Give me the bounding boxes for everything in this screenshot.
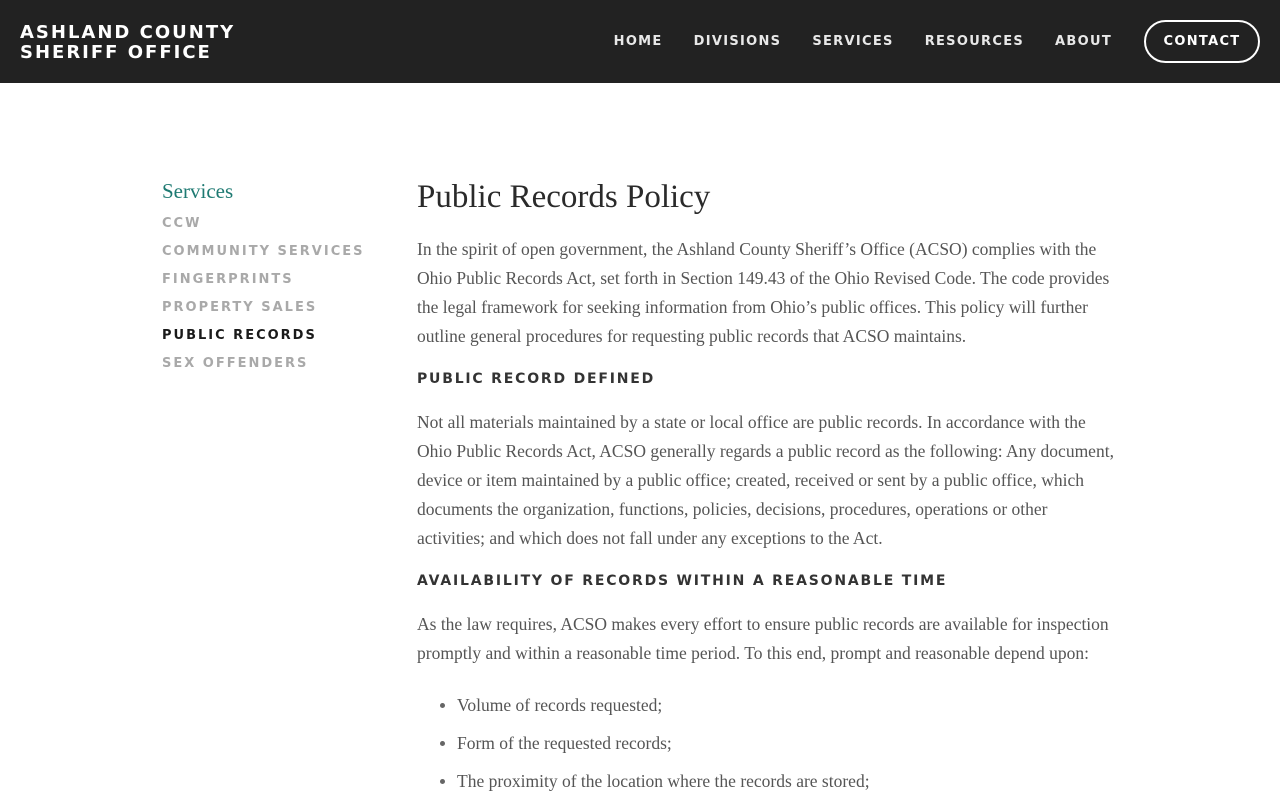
main-nav [583, 20, 1260, 63]
section-heading-public-record-defined: PUBLIC RECORD DEFINED [417, 371, 656, 387]
logo-line-1: ASHLAND COUNTY [20, 22, 236, 43]
availability-factors-list [417, 686, 1117, 800]
main-content [417, 176, 1117, 800]
sidebar-item-ccw[interactable]: CCW [162, 216, 202, 231]
logo-line-2: SHERIFF OFFICE [20, 42, 212, 63]
sidebar-item-community-services[interactable]: COMMUNITY SERVICES [162, 244, 365, 259]
nav-about[interactable]: ABOUT [1055, 34, 1112, 49]
site-logo[interactable] [20, 23, 235, 63]
list-item [440, 724, 1117, 762]
bullet-icon [440, 703, 445, 708]
list-item-text: Volume of records requested; [457, 695, 663, 715]
list-item [440, 762, 1117, 800]
nav-divisions[interactable]: DIVISIONS [693, 34, 782, 49]
site-header [0, 0, 1280, 83]
bullet-icon [440, 779, 445, 784]
sidebar-item-sex-offenders[interactable]: SEX OFFENDERS [162, 356, 309, 371]
list-item [440, 686, 1117, 724]
nav-home[interactable]: HOME [613, 34, 663, 49]
section-heading-availability: AVAILABILITY OF RECORDS WITHIN A REASONABLE TIME [417, 573, 948, 589]
sidebar-item-public-records[interactable]: PUBLIC RECORDS [162, 328, 317, 343]
sidebar-item-property-sales[interactable]: PROPERTY SALES [162, 300, 318, 315]
sidebar-item-fingerprints[interactable]: FINGERPRINTS [162, 272, 294, 287]
nav-resources[interactable]: RESOURCES [924, 34, 1025, 49]
section-body-availability: As the law requires, ACSO makes every effort to ensure public records are available for inspection promptly and within a reasonable time period. To this end, prompt and reasonable depend upon: [417, 614, 1109, 663]
list-item-text: Form of the requested records; [457, 733, 672, 753]
bullet-icon [440, 741, 445, 746]
list-item-text: The proximity of the location where the records are stored; [457, 771, 870, 791]
services-sidebar [162, 178, 382, 378]
intro-paragraph: In the spirit of open government, the Ashland County Sheriff’s Office (ACSO) complies with the Ohio Public Records Act, set forth in Section 149.43 of the Ohio Revised Code. The code provides the legal framework for seeking information from Ohio’s public offices. This policy will further outline general procedures for requesting public records that ACSO maintains. [417, 239, 1110, 346]
nav-services[interactable]: SERVICES [812, 34, 894, 49]
page-title: Public Records Policy [417, 179, 711, 215]
section-body-public-record-defined: Not all materials maintained by a state or local office are public records. In accordance with the Ohio Public Records Act, ACSO generally regards a public record as the following: Any document, device or item maintained by a public office; created, received or sent by a public office, which documents the organization, functions, policies, decisions, procedures, operations or other activities; and which does not fall under any exceptions to the Act. [417, 412, 1114, 548]
contact-button[interactable]: CONTACT [1144, 20, 1260, 63]
sidebar-title: Services [162, 179, 234, 203]
